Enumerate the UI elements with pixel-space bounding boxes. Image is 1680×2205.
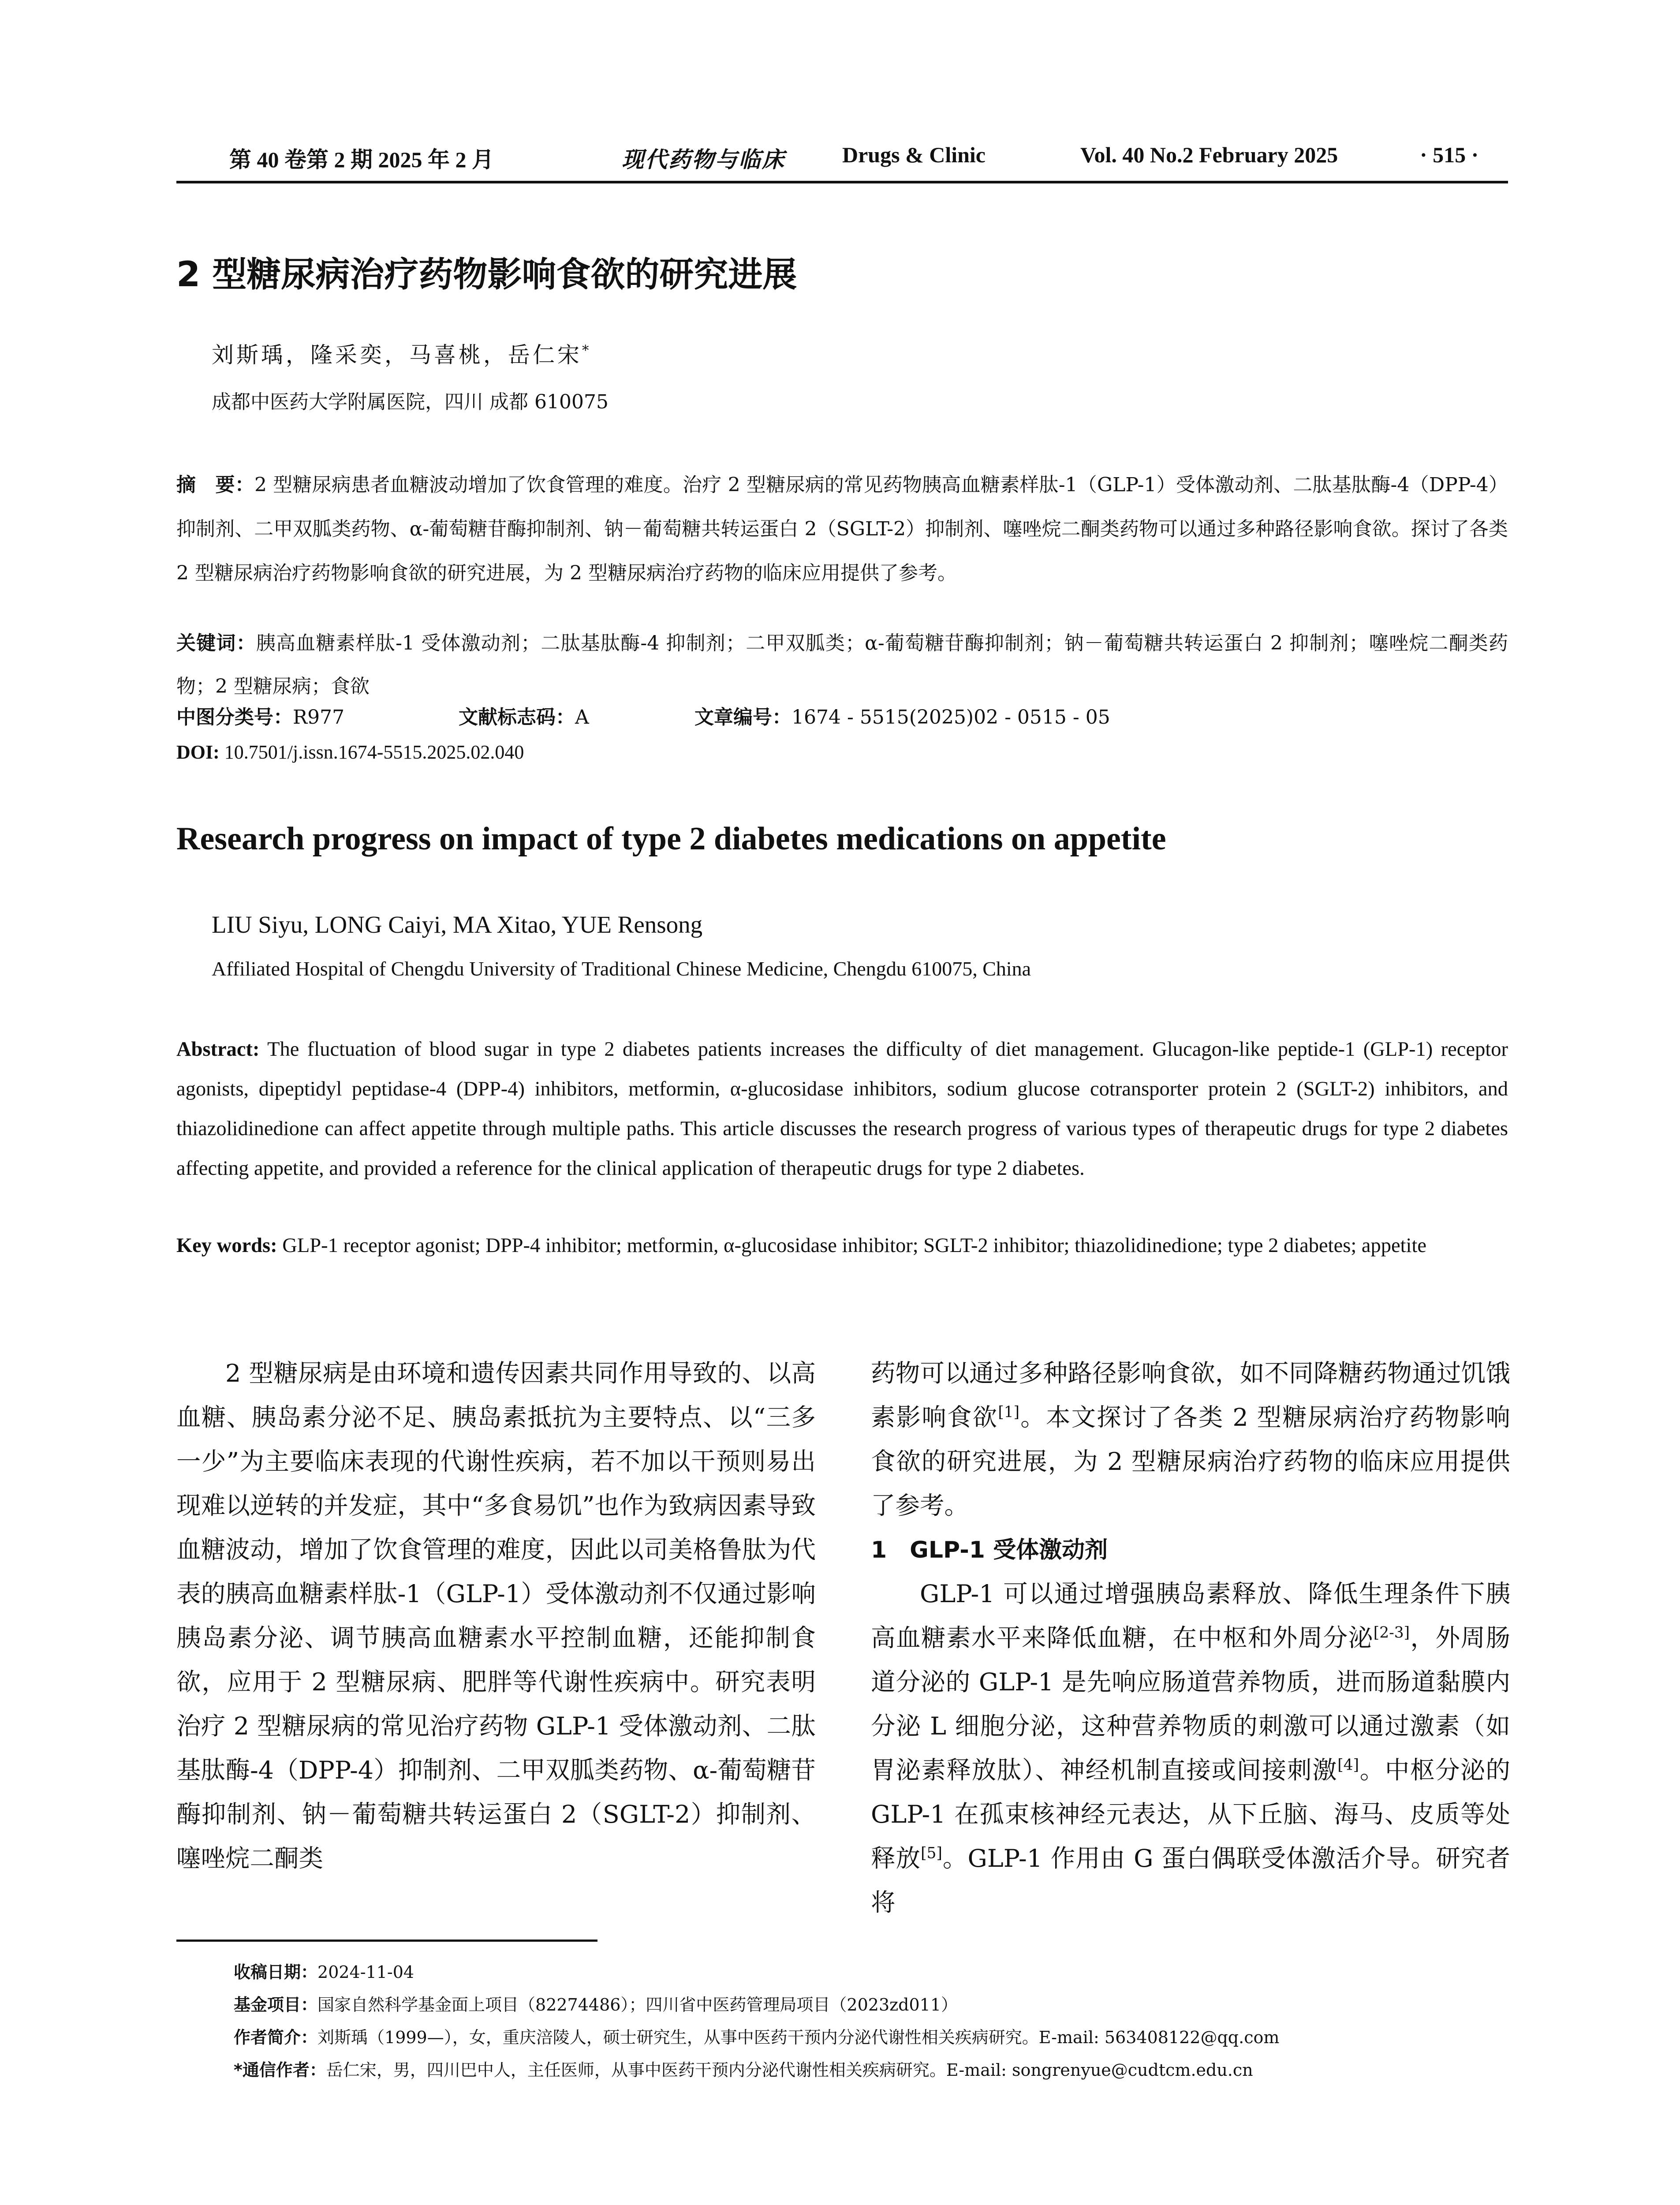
article-title-en: Research progress on impact of type 2 diabetes medications on appetite	[176, 821, 1166, 857]
corresponding-mark: *	[582, 342, 592, 359]
abstract-cn	[176, 463, 1508, 595]
abstract-cn-label: 摘 要：	[176, 474, 254, 496]
clc-value: R977	[293, 706, 345, 729]
doi-value: 10.7501/j.issn.1674-5515.2025.02.040	[224, 741, 524, 763]
authors-cn	[212, 337, 592, 369]
body-text: 。本文探讨了各类 2 型糖尿病治疗药物影响食欲的研究进展，为 2 型糖尿病治疗药物的临床应用提供了参考。	[871, 1403, 1510, 1520]
footnote-received	[234, 1956, 1512, 1988]
received-label: 收稿日期：	[234, 1962, 318, 1982]
citation: [2-3]	[1373, 1624, 1410, 1642]
header-journal-cn: 现代药物与临床	[622, 147, 785, 172]
body-paragraph: 2 型糖尿病是由环境和遗传因素共同作用导致的、以高血糖、胰岛素分泌不足、胰岛素抵抗为主要特点、以“三多一少”为主要临床表现的代谢性疾病，若不加以干预则易出现难以逆转的并发症，其中“多食易饥”也作为致病因素导致血糖波动，增加了饮食管理的难度，因此以司美格鲁肽为代表的胰高血糖素样肽-1（GLP-1）受体激动剂不仅通过影响胰岛素分泌、调节胰高血糖素水平控制血糖，还能抑制食欲，应用于 2 型糖尿病、肥胖等代谢性疾病中。研究表明治疗 2 型糖尿病的常见治疗药物 GLP-1 受体激动剂、二肽基肽酶-4（DPP-4）抑制剂、二甲双胍类药物、α-葡萄糖苷酶抑制剂、钠－葡萄糖共转运蛋白 2（SGLT-2）抑制剂、噻唑烷二酮类	[176, 1359, 816, 1873]
fund-label: 基金项目：	[234, 1995, 318, 2014]
citation: [1]	[998, 1403, 1020, 1421]
article-number-value: 1674 - 5515(2025)02 - 0515 - 05	[791, 706, 1110, 729]
fund-value: 国家自然科学基金面上项目（82274486）；四川省中医药管理局项目（2023zd011）	[317, 1995, 958, 2014]
keywords-cn-text: 胰高血糖素样肽-1 受体激动剂；二肽基肽酶-4 抑制剂；二甲双胍类；α-葡萄糖苷酶抑制剂；钠－葡萄糖共转运蛋白 2 抑制剂；噻唑烷二酮类药物；2 型糖尿病；食欲	[176, 632, 1508, 698]
author-bio-label: 作者简介：	[234, 2028, 318, 2047]
abstract-en-text: The fluctuation of blood sugar in type 2 diabetes patients increases the difficulty of diet management. Glucagon-like peptide-1 (GLP-1) receptor agonists, dipeptidyl peptidase-4 (DPP-4) inhibitors, metformin, α-glucosidase inhibitors, sodium glucose cotransporter protein 2 (SGLT-2) inhibitors, and thiazolidinedione can affect appetite through multiple paths. This article discusses the research progress of various types of therapeutic drugs for type 2 diabetes affecting appetite, and provided a reference for the clinical application of therapeutic drugs for type 2 diabetes.	[176, 1038, 1508, 1180]
article-number-label: 文章编号：	[694, 706, 791, 729]
clc-label: 中图分类号：	[176, 706, 293, 729]
header-issue: 第 40 卷第 2 期 2025 年 2 月	[229, 147, 494, 172]
doc-code-label: 文献标志码：	[459, 706, 575, 729]
doc-code-value: A	[575, 706, 589, 729]
body-text: 。GLP-1 作用由 G 蛋白偶联受体激活介导。研究者将	[871, 1844, 1510, 1917]
body-text: GLP-1 可以通过增强胰岛素释放、降低生理条件下胰高血糖素水平来降低血糖，在中枢和外周分泌	[871, 1580, 1510, 1652]
body-paragraph	[871, 1572, 1510, 1925]
author-bio-value: 刘斯瑀（1999—），女，重庆涪陵人，硕士研究生，从事中医药干预内分泌代谢性相关疾病研究。E-mail: 563408122@qq.com	[317, 2028, 1280, 2047]
citation: [5]	[921, 1844, 942, 1862]
keywords-cn	[176, 622, 1508, 708]
body-paragraph	[871, 1352, 1510, 1528]
footnote-fund	[234, 1988, 1512, 2021]
authors-en: LIU Siyu, LONG Caiyi, MA Xitao, YUE Rensong	[212, 911, 703, 938]
affiliation-cn: 成都中医药大学附属医院，四川 成都 610075	[212, 391, 609, 413]
corresponding-label: *通信作者：	[234, 2060, 326, 2080]
header-page-number: · 515 ·	[1420, 142, 1479, 167]
footnote-divider	[176, 1940, 597, 1942]
header-journal-en: Drugs & Clinic	[842, 142, 986, 167]
keywords-en	[176, 1226, 1508, 1266]
article-number	[694, 701, 1110, 729]
article-title-cn: 2 型糖尿病治疗药物影响食欲的研究进展	[176, 255, 797, 295]
document-code	[459, 701, 589, 729]
received-value: 2024-11-04	[317, 1962, 414, 1982]
header-volume: Vol. 40 No.2 February 2025	[1080, 142, 1338, 167]
body-column-left	[176, 1352, 816, 1881]
footnotes	[234, 1956, 1512, 2086]
keywords-en-text: GLP-1 receptor agonist; DPP-4 inhibitor; metformin, α-glucosidase inhibitor; SGLT-2 inhibitor; thiazolidinedione; type 2 diabetes; appetite	[282, 1234, 1427, 1257]
body-text: 药物可以通过多种路径影响食欲，如不同降糖药物通过饥饿素影响食欲	[871, 1359, 1510, 1432]
section-heading: 1 GLP-1 受体激动剂	[871, 1537, 1108, 1563]
abstract-en	[176, 1030, 1508, 1188]
classification-row	[176, 701, 1508, 736]
abstract-en-label: Abstract:	[176, 1038, 260, 1061]
doi-line	[176, 741, 524, 763]
keywords-en-label: Key words:	[176, 1234, 277, 1257]
footnote-author	[234, 2021, 1512, 2054]
citation: [4]	[1337, 1756, 1359, 1774]
footnote-corresponding	[234, 2054, 1512, 2086]
clc-number	[176, 701, 344, 729]
corresponding-value: 岳仁宋，男，四川巴中人，主任医师，从事中医药干预内分泌代谢性相关疾病研究。E-mail: songrenyue@cudtcm.edu.cn	[326, 2060, 1253, 2080]
abstract-cn-text: 2 型糖尿病患者血糖波动增加了饮食管理的难度。治疗 2 型糖尿病的常见药物胰高血糖素样肽-1（GLP-1）受体激动剂、二肽基肽酶-4（DPP-4）抑制剂、二甲双胍类药物、α-葡萄糖苷酶抑制剂、钠－葡萄糖共转运蛋白 2（SGLT-2）抑制剂、噻唑烷二酮类药物可以通过多种路径影响食欲。探讨了各类 2 型糖尿病治疗药物影响食欲的研究进展，为 2 型糖尿病治疗药物的临床应用提供了参考。	[176, 474, 1508, 584]
body-text: 。中枢分泌的 GLP-1 在孤束核神经元表达，从下丘脑、海马、皮质等处释放	[871, 1756, 1510, 1873]
body-column-right	[871, 1352, 1510, 1925]
running-header	[176, 132, 1508, 183]
authors-cn-names: 刘斯瑀，隆采奕，马喜桃，岳仁宋	[212, 342, 582, 368]
body-text: ，外周肠道分泌的 GLP-1 是先响应肠道营养物质，进而肠道黏膜内分泌 L 细胞分泌，这种营养物质的刺激可以通过激素（如胃泌素释放肽）、神经机制直接或间接刺激	[871, 1624, 1510, 1785]
affiliation-en: Affiliated Hospital of Chengdu University of Traditional Chinese Medicine, Chengdu 610075, China	[212, 957, 1031, 980]
keywords-cn-label: 关键词：	[176, 632, 256, 654]
doi-label: DOI:	[176, 741, 220, 763]
